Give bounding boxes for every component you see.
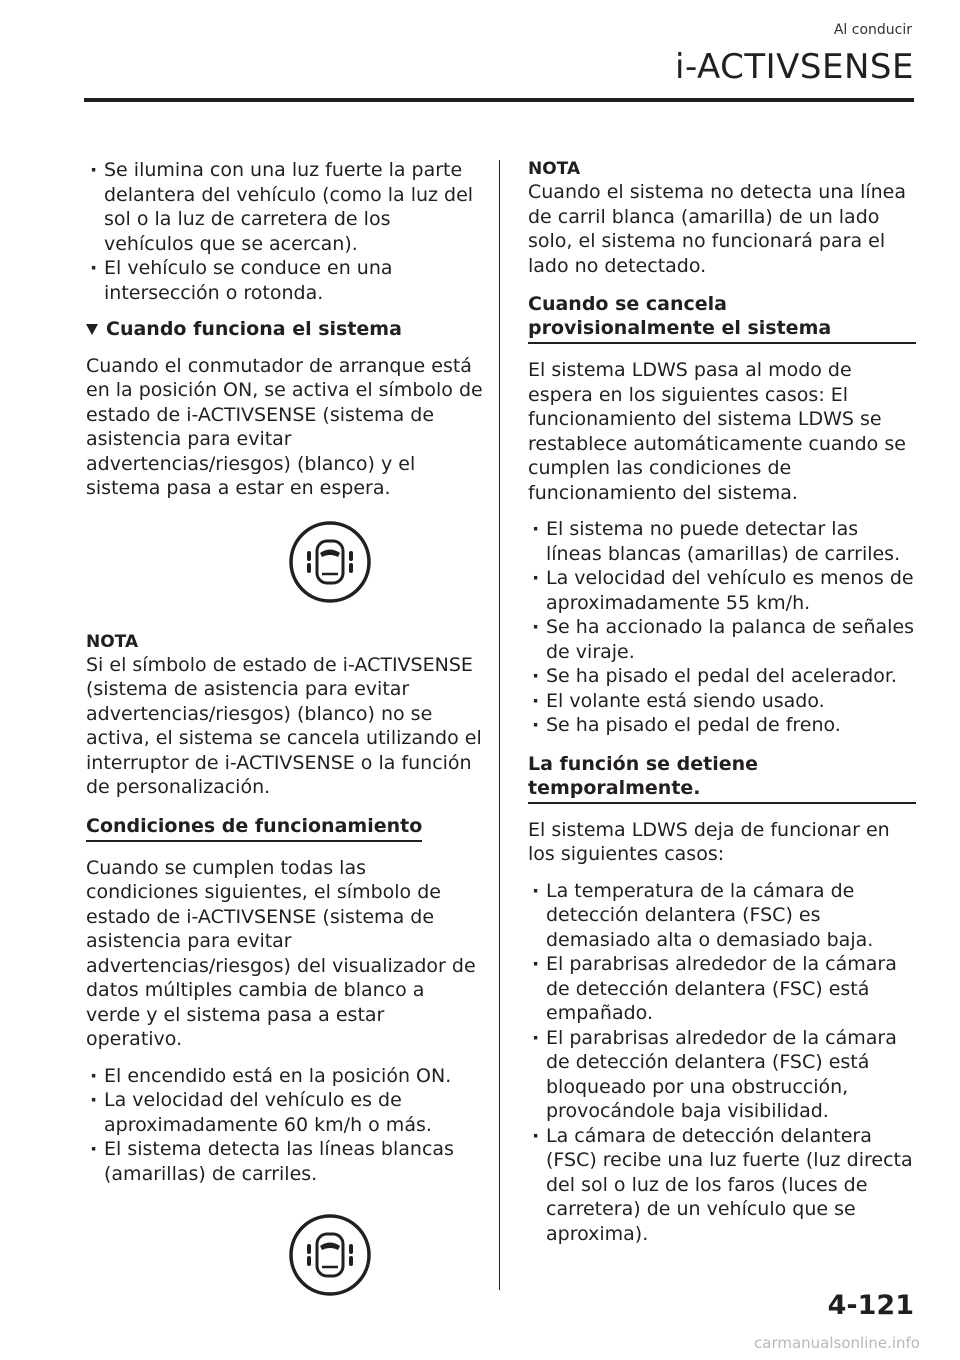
conditions-bullet-list (86, 1064, 484, 1187)
list-item: · El volante está siendo usado. (546, 689, 916, 714)
column-divider (499, 160, 500, 1290)
note-text: Si el símbolo de estado de i-ACTIVSENSE (sistema de asistencia para evitar advertencias/riesgos) (blanco) no se activa, el sistema se cancela utilizando el interruptor de i-ACTIVSENSE o la función de personalización. (86, 653, 482, 798)
heading-temporary-cancel: Cuando se cancela provisionalmente el sistema (528, 292, 916, 344)
status-symbol-figure-1 (176, 519, 484, 605)
list-item: · La velocidad del vehículo es de aproximadamente 60 km/h o más. (104, 1088, 484, 1137)
list-item: · El parabrisas alrededor de la cámara de detección delantera (FSC) está empañado. (546, 952, 916, 1026)
triangle-down-icon (86, 324, 98, 335)
stop-bullet-list (528, 879, 916, 1247)
list-item: · Se ha pisado el pedal del acelerador. (546, 664, 916, 689)
list-item: · El sistema no puede detectar las líneas blancas (amarillas) de carriles. (546, 517, 916, 566)
list-item: · La temperatura de la cámara de detección delantera (FSC) es demasiado alta o demasiado baja. (546, 879, 916, 953)
lane-departure-status-icon (287, 1212, 373, 1298)
header-rule (84, 98, 914, 102)
intro-bullet-list (86, 158, 484, 305)
subheading-operation (86, 317, 484, 342)
list-item: · Se ha accionado la palanca de señales de viraje. (546, 615, 916, 664)
paragraph-operation: Cuando el conmutador de arranque está en la posición ON, se activa el símbolo de estado de i-ACTIVSENSE (sistema de asistencia para evitar advertencias/riesgos) (blanco) y el sistema pasa a estar en espera. (86, 354, 483, 499)
heading-conditions: Condiciones de funcionamiento (86, 814, 422, 842)
list-item: · Se ha pisado el pedal de freno. (546, 713, 916, 738)
list-item: · El vehículo se conduce en una intersección o rotonda. (104, 256, 484, 305)
paragraph-conditions: Cuando se cumplen todas las condiciones siguientes, el símbolo de estado de i-ACTIVSENSE (sistema de asistencia para evitar advertencias/riesgos) del visualizador de datos múltiples cambia de blanco a verde y el sistema pasa a estar operativo. (86, 856, 476, 1050)
page-title: i-ACTIVSENSE (675, 47, 914, 87)
header-section: Al conducir (833, 22, 912, 38)
subheading-text: Cuando funciona el sistema (106, 318, 402, 340)
cancel-bullet-list (528, 517, 916, 738)
list-item: · Se ilumina con una luz fuerte la parte delantera del vehículo (como la luz del sol o la luz de carretera de los vehículos que se acercan). (104, 158, 484, 256)
status-symbol-figure-2 (176, 1212, 484, 1298)
watermark: carmanualsonline.info (754, 1334, 920, 1352)
paragraph-temporary-stop: El sistema LDWS deja de funcionar en los siguientes casos: (528, 818, 890, 865)
list-item: · El encendido está en la posición ON. (104, 1064, 484, 1089)
left-column (86, 158, 484, 1324)
note-label: NOTA (528, 159, 581, 179)
page-number: 4-121 (827, 1290, 914, 1321)
note-text: Cuando el sistema no detecta una línea de carril blanca (amarilla) de un lado solo, el sistema no funcionará para el lado no detectado. (528, 181, 907, 277)
list-item: · La velocidad del vehículo es menos de aproximadamente 55 km/h. (546, 566, 916, 615)
heading-temporary-stop: La función se detiene temporalmente. (528, 752, 916, 804)
list-item: · El sistema detecta las líneas blancas (amarillas) de carriles. (104, 1137, 484, 1186)
list-item: · La cámara de detección delantera (FSC) recibe una luz fuerte (luz directa del sol o luz de los faros (luces de carretera) de un vehículo que se aproxima). (546, 1124, 916, 1247)
lane-departure-status-icon (287, 519, 373, 605)
right-column (528, 158, 916, 1258)
list-item: · El parabrisas alrededor de la cámara de detección delantera (FSC) está bloqueado por una obstrucción, provocándole baja visibilidad. (546, 1026, 916, 1124)
note-label: NOTA (86, 631, 139, 652)
paragraph-temporary-cancel: El sistema LDWS pasa al modo de espera en los siguientes casos: El funcionamiento del sistema LDWS se restablece automáticamente cuando se cumplen las condiciones de funcionamiento del sistema. (528, 359, 906, 504)
